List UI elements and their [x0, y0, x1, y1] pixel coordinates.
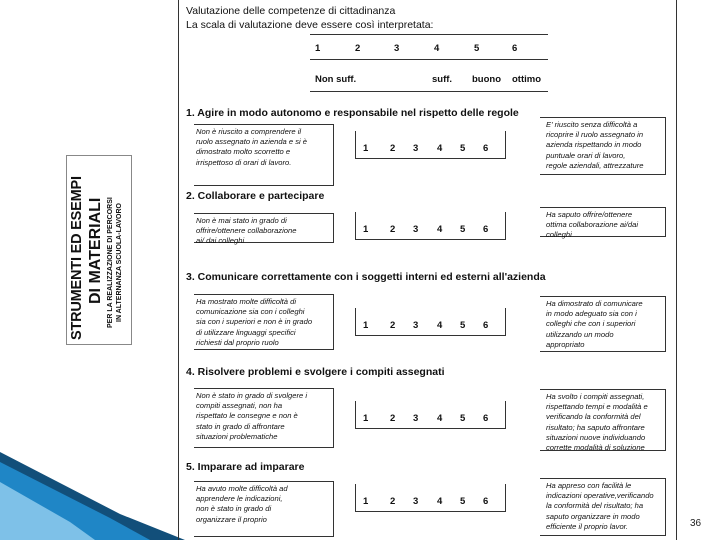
scale-number: 3	[394, 43, 400, 54]
description-line: regole aziendali, attrezzature	[546, 160, 644, 170]
low-score-description	[194, 388, 334, 448]
description-line: irrispettoso di orari di lavoro.	[196, 157, 292, 167]
scale-table	[310, 34, 548, 92]
scale-edge	[355, 484, 356, 512]
description-line: sia con i superiori e non è in grado	[196, 317, 313, 327]
section-title: 1. Agire in modo autonomo e responsabile nel rispetto delle regole	[186, 107, 519, 119]
score-option[interactable]: 2	[390, 320, 396, 331]
score-option[interactable]: 4	[437, 496, 443, 507]
high-score-description	[540, 389, 666, 451]
score-option[interactable]: 6	[483, 496, 489, 507]
scale-edge	[505, 308, 506, 336]
score-option[interactable]: 4	[437, 224, 443, 235]
score-option[interactable]: 4	[437, 320, 443, 331]
description-line: Non è riuscito a comprendere il	[196, 127, 302, 136]
score-option[interactable]: 1	[363, 143, 369, 154]
description-line: puntuale orari di lavoro,	[546, 150, 626, 160]
scale-label: suff.	[432, 74, 453, 85]
scale-number: 2	[355, 43, 361, 54]
score-option[interactable]: 3	[413, 224, 419, 235]
high-score-description	[540, 296, 666, 352]
scale-edge	[505, 401, 506, 429]
description-line: risultato; ha saputo affrontare	[546, 422, 645, 432]
description-line: rispettato le consegne e non è	[196, 411, 298, 421]
sidebar-line-2: DI MATERIALI	[87, 197, 104, 304]
score-option[interactable]: 5	[460, 224, 466, 235]
description-line: compiti assegnati, non ha	[196, 401, 283, 411]
scale-line	[355, 335, 505, 336]
score-option[interactable]: 6	[483, 143, 489, 154]
description-line: Ha dimostrato di comunicare	[546, 299, 643, 308]
score-option[interactable]: 1	[363, 413, 369, 424]
scale-edge	[355, 212, 356, 240]
description-line: stato in grado di affrontare	[196, 421, 285, 431]
sidebar-line-3: PER LA REALIZZAZIONE DI PERCORSI	[107, 197, 114, 328]
scale-number: 1	[315, 43, 321, 54]
description-line: ai/ dai colleghi	[196, 236, 245, 246]
description-line: Ha mostrato molte difficoltà di	[196, 297, 297, 306]
low-score-description	[194, 294, 334, 350]
score-option[interactable]: 1	[363, 320, 369, 331]
score-option[interactable]: 4	[437, 413, 443, 424]
score-option[interactable]: 3	[413, 413, 419, 424]
score-option[interactable]: 3	[413, 320, 419, 331]
scale-line	[355, 158, 505, 159]
description-line: organizzare il proprio	[196, 514, 267, 524]
high-score-description	[540, 117, 666, 175]
scale-edge	[355, 131, 356, 159]
description-line: offrire/ottenere collaborazione	[196, 226, 297, 236]
score-option[interactable]: 4	[437, 143, 443, 154]
score-option[interactable]: 5	[460, 413, 466, 424]
high-score-description	[540, 478, 666, 536]
scale-edge	[355, 308, 356, 336]
description-line: appropriato	[546, 339, 585, 349]
scale-edge	[505, 212, 506, 240]
description-line: apprendere le indicazioni,	[196, 494, 283, 504]
sidebar-label-box	[66, 155, 132, 345]
description-line: Non è mai stato in grado di	[196, 216, 287, 225]
scale-number: 6	[512, 43, 518, 54]
description-line: richiesti dal proprio ruolo	[196, 337, 279, 347]
scale-label: ottimo	[512, 74, 542, 85]
description-line: utilizzando un modo	[546, 329, 614, 339]
score-option[interactable]: 6	[483, 413, 489, 424]
score-option[interactable]: 2	[390, 224, 396, 235]
description-line: azienda rispettando in modo	[546, 140, 642, 150]
score-option[interactable]: 5	[460, 320, 466, 331]
description-line: ruolo assegnato in azienda e si è	[196, 137, 308, 147]
description-line: Ha appreso con facilità le	[546, 481, 632, 490]
description-line: non è stato in grado di	[196, 504, 272, 514]
scale-line	[355, 428, 505, 429]
description-line: colleghi che con i superiori	[546, 319, 636, 329]
score-option[interactable]: 6	[483, 320, 489, 331]
description-line: situazioni problematiche	[196, 431, 278, 441]
description-line: corrette modalità di soluzione	[546, 443, 645, 453]
description-line: E' riuscito senza difficoltà a	[546, 120, 638, 129]
scale-line	[355, 511, 505, 512]
doc-title: Valutazione delle competenze di cittadinanza	[186, 5, 396, 17]
description-line: Ha svolto i compiti assegnati,	[546, 392, 645, 401]
score-option[interactable]: 3	[413, 143, 419, 154]
section-title: 5. Imparare ad imparare	[186, 461, 305, 473]
score-option[interactable]: 3	[413, 496, 419, 507]
score-option[interactable]: 5	[460, 143, 466, 154]
decorative-corner	[0, 452, 185, 540]
scale-label: buono	[472, 74, 502, 85]
sidebar-line-4: IN ALTERNANZA SCUOLA-LAVORO	[116, 203, 123, 322]
page-number: 36	[690, 518, 702, 529]
section-title: 2. Collaborare e partecipare	[186, 190, 325, 202]
scale-number: 4	[434, 43, 440, 54]
scale-edge	[505, 484, 506, 512]
description-line: rispettando tempi e modalità e	[546, 402, 648, 412]
description-line: situazioni nuove individuando	[546, 432, 646, 442]
section-title: 4. Risolvere problemi e svolgere i compiti assegnati	[186, 366, 445, 378]
doc-subtitle: La scala di valutazione deve essere così interpretata:	[186, 19, 434, 31]
score-option[interactable]: 5	[460, 496, 466, 507]
scale-label: Non suff.	[315, 74, 357, 85]
description-line: colleghi	[546, 230, 572, 240]
score-option[interactable]: 1	[363, 496, 369, 507]
scale-number: 5	[474, 43, 480, 54]
scale-line	[355, 239, 505, 240]
scale-edge	[505, 131, 506, 159]
description-line: Ha avuto molte difficoltà ad	[196, 484, 288, 493]
description-line: la conformità del risultato; ha	[546, 501, 644, 511]
score-option[interactable]: 2	[390, 413, 396, 424]
sidebar-line-1: STRUMENTI ED ESEMPI	[69, 176, 85, 340]
score-option[interactable]: 1	[363, 224, 369, 235]
high-score-description	[540, 207, 666, 240]
description-line: dimostrato molto scorretto e	[196, 147, 291, 157]
score-option[interactable]: 2	[390, 496, 396, 507]
description-line: Non è stato in grado di svolgere i	[196, 391, 308, 400]
description-line: ottima collaborazione ai/dai	[546, 220, 639, 230]
low-score-description	[194, 124, 334, 186]
section-title: 3. Comunicare correttamente con i soggetti interni ed esterni all'azienda	[186, 271, 546, 283]
low-score-description	[194, 213, 334, 246]
description-line: efficiente il proprio lavor.	[546, 521, 629, 531]
score-option[interactable]: 2	[390, 143, 396, 154]
description-line: di utilizzare linguaggi specifici	[196, 327, 296, 337]
low-score-description	[194, 481, 334, 537]
description-line: comunicazione sia con i colleghi	[196, 307, 305, 317]
scale-edge	[355, 401, 356, 429]
score-option[interactable]: 6	[483, 224, 489, 235]
description-line: verificando la conformità del	[546, 412, 641, 422]
scale-divider	[310, 59, 548, 60]
description-line: indicazioni operative,verificando	[546, 491, 654, 501]
description-line: Ha saputo offrire/ottenere	[546, 210, 633, 219]
description-line: in modo adeguato sia con i	[546, 309, 637, 319]
description-line: saputo organizzare in modo	[546, 511, 640, 521]
description-line: ricoprire il ruolo assegnato in	[546, 130, 644, 140]
